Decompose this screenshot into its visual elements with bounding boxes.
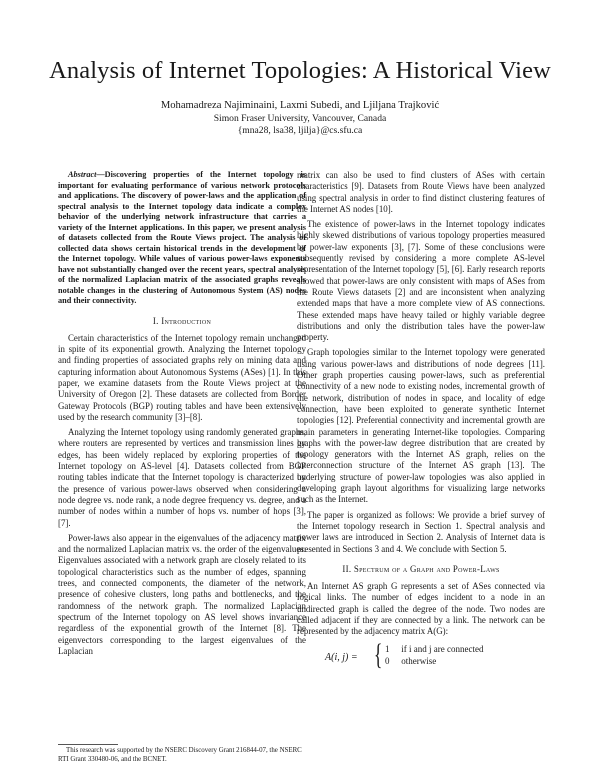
equation-case-1 [385,644,483,655]
intro-paragraph-2: Analyzing the Internet topology using randomly generated graphs, where routers are represented by vertices and transmission lines by edges, has been widely replaced by exploring properties of the Internet topology on AS-level [4]. Datasets collected from BGP routing tables indicate that the Internet topology is characterized by the presence of various power-laws observed when considering a node degree vs. node rank, a node degree frequency vs. degree, and a number of nodes within a number of hops vs. number of hops [3], [7]. [58,427,306,528]
section-2-title: Spectrum of a Graph and Power-Laws [353,563,500,574]
section-2-paragraph: An Internet AS graph G represents a set of ASes connected via logical links. The number of edges incident to a node in an undirected graph is called the degree of the node. Two nodes are called adjacent if they are connected by a link. The network can be represented by the adjacency matrix A(G): [297,581,545,637]
section-1-number: I. [152,315,159,326]
left-column [58,170,306,657]
footnote: This research was supported by the NSERC Discovery Grant 216844-07, the NSERC RTI Grant 330480-06, and the BCNET. [58,747,302,763]
right-paragraph-3: Graph topologies similar to the Internet topology were generated using various power-laws and distributions of node degrees [11]. Other graph properties causing power-laws, such as preferential connectivity of a new node to existing nodes, incremental growth of the network, distribution of nodes in space, and locality of edge connection, have been exploited to generate synthetic Internet topologies [12]. Preferential connectivity and incremental growth are main parameters in generating Internet-like topologies. Comparing graphs with the power-law degree distribution that are created by topology generators with the Internet AS graph, relies on the interconnection structure of the Internet AS graph [13]. The underlying structure of power-law topologies was also applied in developing graph layout algorithms for visualizing large networks such as the Internet. [297,347,545,505]
equation-lhs: A(i, j) = [325,651,358,663]
abstract-label: Abstract [68,170,97,179]
equation-case-1-text: if i and j are connected [401,643,484,654]
section-2-heading [297,564,545,575]
right-paragraph-4: The paper is organized as follows: We provide a brief survey of the Internet topology research in Section 1. Spectral analysis and power laws are introduced in Section 2. Analysis of Internet data is presented in Sections 3 and 4. We conclude with Section 5. [297,509,545,554]
equation-brace: { [373,637,383,671]
equation-case-2-text: otherwise [401,655,437,666]
intro-paragraph-1: Certain characteristics of the Internet topology remain unchanged in spite of its exponential growth. Analyzing the Internet topology and finding properties of associated graphs rely on mining data and capturing information about Autonomous Systems (ASes) [1]. In this paper, we examine datasets from the Route Views project at the University of Oregon [2]. These datasets are collected from Border Gateway Protocols (BGP) routing tables and have been extensively used by the research community [3]–[8]. [58,332,306,422]
right-paragraph-2: The existence of power-laws in the Internet topology indicates highly skewed distributions of various topology properties measured by power-law exponents [3], [7]. Some of these conclusions were subsequently revised by considering a more complete AS-level representation of the Internet topology [5], [6]. Early research reports showed that power-laws are only consistent with maps of ASes from the Route Views datasets [2] and are inconsistent when analyzing extended maps that have a more complete view of AS connections. These extended maps have heavy tailed or highly variable degree distributions and only the distribution tales have the power-law property. [297,219,545,343]
section-1-heading [58,316,306,327]
right-column [297,170,545,672]
footnote-rule [58,744,118,745]
right-paragraph-1: matrix can also be used to find clusters of ASes with certain characteristics [9]. Datasets from Route Views have been analyzed using spectral analysis in order to find distinct clustering features of the Internet AS nodes [10]. [297,170,545,214]
paper-title: Analysis of Internet Topologies: A Historical View [49,57,551,84]
affiliation: Simon Fraser University, Vancouver, Canada [213,113,387,124]
equation-case-2 [385,656,436,667]
equation-case-2-value: 0 [385,655,390,666]
abstract-text: —Discovering properties of the Internet topology is important for evaluating performance of various network protocols and applications. The discovery of power-laws and the application of spectral analysis to the Internet topology data indicate a complex behavior of the underlying network infrastructure that carries a variety of the Internet applications. In this paper, we present analysis of datasets collected from the Route Views project. The analysis of collected data shows certain historical trends in the development of the Internet topology. While values of various power-laws exponents have not substantially changed over the recent years, spectral analysis of the normalized Laplacian matrix of the associated graphs reveals notable changes in the clustering of Autonomous System (AS) nodes and their connectivity. [58,170,306,305]
abstract [58,170,306,307]
section-2-number: II. [342,563,352,574]
equation-case-1-value: 1 [385,643,390,654]
author-list: Mohamadreza Najiminaini, Laxmi Subedi, and Ljiljana Trajković [160,100,440,111]
author-emails: {mna28, lsa38, ljilja}@cs.sfu.ca [237,125,363,136]
intro-paragraph-3: Power-laws also appear in the eigenvalues of the adjacency matrix and the normalized Laplacian matrix vs. the order of the eigenvalues. Eigenvalues associated with a network graph are closely related to its topological characteristics such as the number of edges, spanning trees, and connected components, the diameter of the network, presence of cohesive clusters, long paths and bottlenecks, and the randomness of the network graph. The normalized Laplacian spectrum of the Internet topology on AS level shows invariance regardless of the exponential growth of the Internet [8]. The eigenvectors corresponding to the largest eigenvalues of the Laplacian [58,532,306,656]
adjacency-equation [297,637,545,672]
section-1-title: Introduction [161,315,212,326]
